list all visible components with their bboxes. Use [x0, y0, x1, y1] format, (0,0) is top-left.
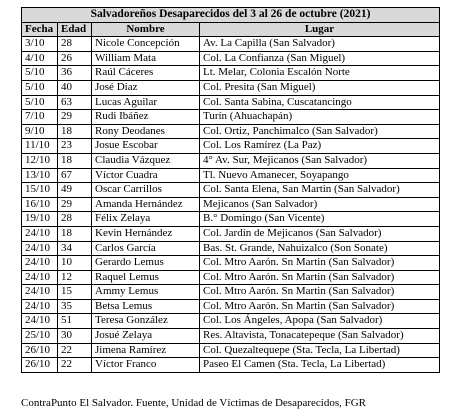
- header-edad: Edad: [58, 22, 92, 37]
- cell-nombre: Raquel Lemus: [92, 270, 200, 285]
- table-row: [22, 343, 440, 358]
- cell-lugar: Col. Quezaltequepe (Sta. Tecla, La Libertad): [200, 343, 440, 358]
- table-row: [22, 110, 440, 125]
- cell-fecha: 24/10: [22, 256, 58, 271]
- cell-nombre: William Mata: [92, 51, 200, 66]
- table-row: [22, 212, 440, 227]
- cell-lugar: Col. Santa Sabina, Cuscatancingo: [200, 95, 440, 110]
- cell-edad: 28: [58, 212, 92, 227]
- table-row: [22, 314, 440, 329]
- cell-fecha: 5/10: [22, 95, 58, 110]
- cell-edad: 63: [58, 95, 92, 110]
- cell-fecha: 11/10: [22, 139, 58, 154]
- cell-nombre: Lucas Aguilar: [92, 95, 200, 110]
- table-row: [22, 183, 440, 198]
- header-lugar: Lugar: [200, 22, 440, 37]
- cell-fecha: 13/10: [22, 168, 58, 183]
- table-row: [22, 80, 440, 95]
- cell-fecha: 26/10: [22, 343, 58, 358]
- cell-fecha: 16/10: [22, 197, 58, 212]
- table-row: [22, 51, 440, 66]
- cell-edad: 22: [58, 358, 92, 373]
- cell-fecha: 5/10: [22, 66, 58, 81]
- cell-edad: 22: [58, 343, 92, 358]
- cell-nombre: Rony Deodanes: [92, 124, 200, 139]
- cell-edad: 67: [58, 168, 92, 183]
- cell-edad: 35: [58, 299, 92, 314]
- cell-edad: 15: [58, 285, 92, 300]
- cell-edad: 18: [58, 153, 92, 168]
- table-row: [22, 299, 440, 314]
- cell-nombre: Kevin Hernández: [92, 226, 200, 241]
- cell-fecha: 24/10: [22, 226, 58, 241]
- cell-nombre: Ammy Lemus: [92, 285, 200, 300]
- cell-lugar: Paseo El Camen (Sta. Tecla, La Libertad): [200, 358, 440, 373]
- cell-edad: 10: [58, 256, 92, 271]
- cell-edad: 18: [58, 226, 92, 241]
- cell-fecha: 5/10: [22, 80, 58, 95]
- cell-fecha: 7/10: [22, 110, 58, 125]
- table-header-row: [22, 22, 440, 37]
- cell-fecha: 24/10: [22, 285, 58, 300]
- table-row: [22, 329, 440, 344]
- cell-fecha: 25/10: [22, 329, 58, 344]
- cell-nombre: Josue Escobar: [92, 139, 200, 154]
- header-fecha: Fecha: [22, 22, 58, 37]
- cell-lugar: Col. Mtro Aarón. Sn Martin (San Salvador): [200, 256, 440, 271]
- cell-lugar: Col. Santa Elena, San Martin (San Salvador): [200, 183, 440, 198]
- cell-fecha: 24/10: [22, 314, 58, 329]
- cell-fecha: 12/10: [22, 153, 58, 168]
- cell-edad: 30: [58, 329, 92, 344]
- cell-lugar: Mejicanos (San Salvador): [200, 197, 440, 212]
- table-row: [22, 168, 440, 183]
- table-row: [22, 95, 440, 110]
- cell-lugar: Av. La Capilla (San Salvador): [200, 37, 440, 52]
- table-row: [22, 285, 440, 300]
- cell-nombre: Claudia Vázquez: [92, 153, 200, 168]
- table-title: Salvadoreños Desaparecidos del 3 al 26 de octubre (2021): [22, 8, 440, 23]
- table-row: [22, 139, 440, 154]
- cell-fecha: 19/10: [22, 212, 58, 227]
- table-row: [22, 358, 440, 373]
- cell-lugar: B.° Domingo (San Vicente): [200, 212, 440, 227]
- cell-fecha: 24/10: [22, 241, 58, 256]
- cell-fecha: 26/10: [22, 358, 58, 373]
- cell-nombre: Raúl Cáceres: [92, 66, 200, 81]
- cell-fecha: 4/10: [22, 51, 58, 66]
- cell-edad: 36: [58, 66, 92, 81]
- table-row: [22, 226, 440, 241]
- cell-nombre: Félix Zelaya: [92, 212, 200, 227]
- cell-edad: 26: [58, 51, 92, 66]
- cell-nombre: Víctor Franco: [92, 358, 200, 373]
- table-row: [22, 124, 440, 139]
- cell-lugar: Col. Presita (San Miguel): [200, 80, 440, 95]
- table-row: [22, 66, 440, 81]
- cell-edad: 34: [58, 241, 92, 256]
- cell-lugar: Col. Mtro Aarón. Sn Martin (San Salvador): [200, 299, 440, 314]
- cell-edad: 29: [58, 110, 92, 125]
- cell-nombre: Betsa Lemus: [92, 299, 200, 314]
- table-body: [22, 37, 440, 373]
- cell-nombre: Josué Zelaya: [92, 329, 200, 344]
- cell-lugar: Lt. Melar, Colonia Escalón Norte: [200, 66, 440, 81]
- table-title-row: [22, 8, 440, 23]
- cell-edad: 40: [58, 80, 92, 95]
- cell-lugar: Col. Jardín de Mejicanos (San Salvador): [200, 226, 440, 241]
- cell-nombre: Nicole Concepción: [92, 37, 200, 52]
- cell-fecha: 3/10: [22, 37, 58, 52]
- cell-nombre: Oscar Carrillos: [92, 183, 200, 198]
- cell-nombre: Amanda Hernández: [92, 197, 200, 212]
- cell-edad: 12: [58, 270, 92, 285]
- cell-edad: 51: [58, 314, 92, 329]
- cell-fecha: 24/10: [22, 299, 58, 314]
- cell-edad: 28: [58, 37, 92, 52]
- cell-lugar: Bas. St. Grande, Nahuizalco (Son Sonate): [200, 241, 440, 256]
- cell-lugar: Turín (Ahuachapán): [200, 110, 440, 125]
- cell-nombre: Gerardo Lemus: [92, 256, 200, 271]
- cell-lugar: Col. Mtro Aarón. Sn Martin (San Salvador): [200, 270, 440, 285]
- table-row: [22, 37, 440, 52]
- table-row: [22, 197, 440, 212]
- missing-persons-table: [21, 7, 440, 373]
- cell-edad: 23: [58, 139, 92, 154]
- cell-nombre: Rudi Ibáñez: [92, 110, 200, 125]
- header-nombre: Nombre: [92, 22, 200, 37]
- table-row: [22, 270, 440, 285]
- cell-lugar: Col. Los Ramírez (La Paz): [200, 139, 440, 154]
- cell-lugar: Res. Altavista, Tonacatepeque (San Salvador): [200, 329, 440, 344]
- cell-nombre: Teresa González: [92, 314, 200, 329]
- cell-edad: 29: [58, 197, 92, 212]
- table-row: [22, 256, 440, 271]
- table-row: [22, 241, 440, 256]
- cell-edad: 49: [58, 183, 92, 198]
- cell-edad: 18: [58, 124, 92, 139]
- missing-persons-table-container: [21, 7, 439, 373]
- cell-fecha: 9/10: [22, 124, 58, 139]
- cell-nombre: Víctor Cuadra: [92, 168, 200, 183]
- cell-nombre: Jimena Ramírez: [92, 343, 200, 358]
- cell-nombre: José Díaz: [92, 80, 200, 95]
- source-caption: ContraPunto El Salvador. Fuente, Unidad de Víctimas de Desaparecidos, FGR: [21, 397, 367, 409]
- cell-fecha: 15/10: [22, 183, 58, 198]
- cell-lugar: Col. La Confianza (San Miguel): [200, 51, 440, 66]
- cell-nombre: Carlos García: [92, 241, 200, 256]
- table-row: [22, 153, 440, 168]
- cell-lugar: Col. Los Ángeles, Apopa (San Salvador): [200, 314, 440, 329]
- cell-lugar: Col. Mtro Aarón. Sn Martin (San Salvador): [200, 285, 440, 300]
- cell-lugar: 4° Av. Sur, Mejicanos (San Salvador): [200, 153, 440, 168]
- cell-lugar: Tl. Nuevo Amanecer, Soyapango: [200, 168, 440, 183]
- cell-lugar: Col. Ortiz, Panchimalco (San Salvador): [200, 124, 440, 139]
- cell-fecha: 24/10: [22, 270, 58, 285]
